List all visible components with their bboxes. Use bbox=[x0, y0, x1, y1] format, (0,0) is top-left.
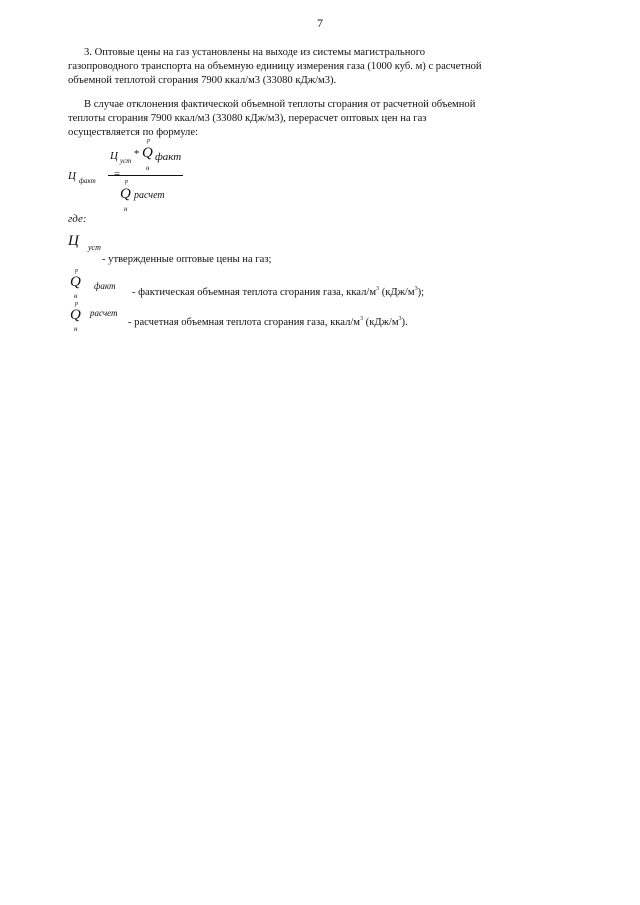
definition-fact-word: факт bbox=[94, 281, 116, 291]
formula-den-q: Q bbox=[120, 186, 131, 202]
definition-raschet-sup: р bbox=[75, 301, 78, 307]
definition-fact-sup: р bbox=[75, 268, 78, 274]
definition-raschet-word: расчет bbox=[90, 308, 118, 318]
formula-num-q: Q bbox=[142, 145, 153, 161]
formula-num-word-fact: факт bbox=[155, 151, 182, 163]
formula-num-sub-n: н bbox=[146, 164, 150, 172]
definition-ust-symbol: Ц bbox=[68, 233, 79, 249]
formula-den-sup-r: р bbox=[125, 179, 128, 185]
paragraph-recalculation: В случае отклонения фактической объемной теплоты сгорания от расчетной объемной теплоты сгорания 7900 ккал/м3 (33080 кДж/м3), перерасчет оптовых цен на газ осуществляется по формуле: bbox=[68, 99, 476, 138]
where-label: где: bbox=[68, 213, 87, 225]
formula-den-word-raschet: расчет bbox=[134, 190, 165, 201]
formula-den-sub-n: н bbox=[124, 205, 128, 213]
formula-price-sub-fact: факт bbox=[79, 177, 96, 185]
definition-fact-sub: н bbox=[74, 292, 78, 300]
definition-fact-text: - фактическая объемная теплота сгорания газа, ккал/$м^3$ $(кДж/м^3)$; bbox=[132, 286, 425, 298]
definition-raschet-q: Q bbox=[70, 307, 81, 323]
formula-times: * bbox=[134, 149, 140, 160]
page-number: 7 bbox=[317, 16, 323, 30]
formula-equals: = bbox=[114, 169, 120, 180]
formula-num-sup-r: р bbox=[147, 138, 150, 144]
formula-fraction-bar bbox=[108, 175, 183, 176]
formula-num-sub-ust: уст bbox=[120, 157, 132, 165]
definition-raschet-sub: н bbox=[74, 325, 78, 333]
definition-ust-sub: уст bbox=[88, 243, 101, 252]
definition-fact-q: Q bbox=[70, 274, 81, 290]
formula-num-price-symbol: Ц bbox=[110, 150, 118, 162]
definition-raschet-text: - расчетная объемная теплота сгорания газа, ккал/$м^3$ $(кДж/м^3)$. bbox=[128, 316, 408, 328]
formula-price-symbol: Ц bbox=[68, 170, 76, 182]
definition-ust-text: - утвержденные оптовые цены на газ; bbox=[102, 254, 272, 265]
paragraph-wholesale-prices: 3. Оптовые цены на газ установлены на выходе из системы магистрального газопроводного транспорта на объемную единицу измерения газа (1000 куб. м) с расчетной объемной теплотой сгорания 7900 ккал/м3 (33080 кДж/м3). bbox=[68, 47, 482, 86]
